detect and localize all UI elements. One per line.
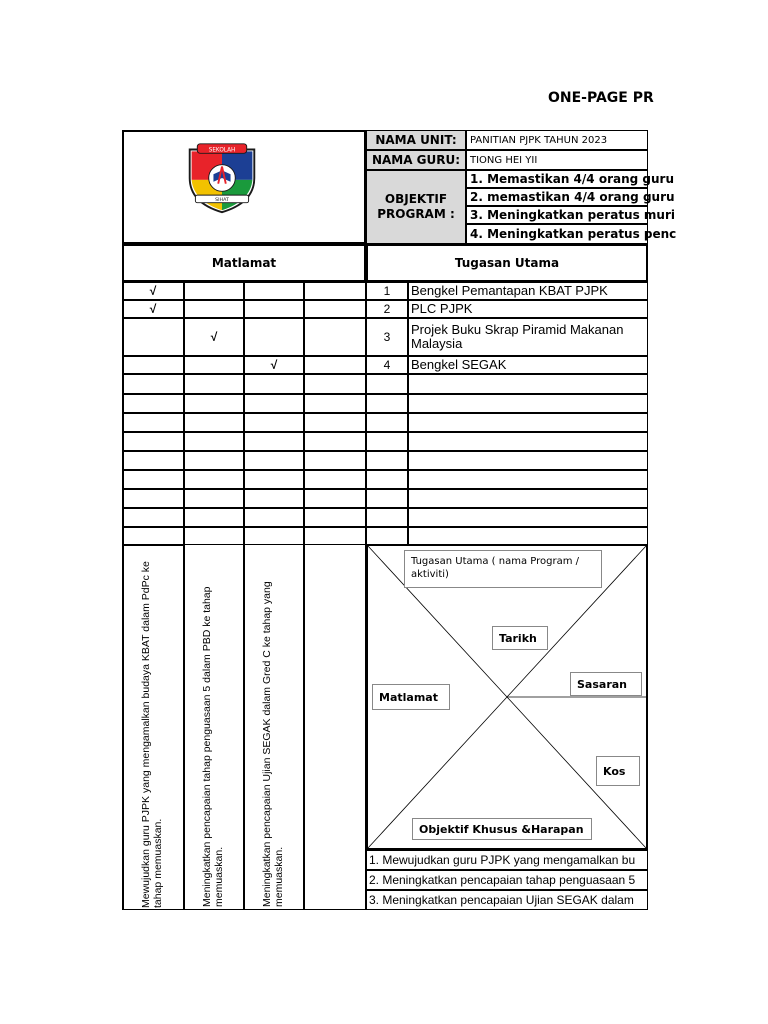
task-name: Bengkel SEGAK	[411, 357, 507, 372]
task-name-cell	[408, 470, 648, 489]
matlamat-cell	[244, 300, 304, 318]
bottom-objective-2: 2. Meningkatkan pencapaian tahap penguasaan 5	[366, 870, 648, 890]
tick-mark: √	[210, 330, 218, 344]
task-name-cell	[408, 508, 648, 527]
task-number-cell	[366, 300, 408, 318]
matlamat-cell	[184, 356, 244, 374]
task-name-cell	[408, 356, 648, 374]
diagram-tugasan-label: Tugasan Utama ( nama Program / aktiviti)	[404, 550, 602, 588]
matlamat-cell	[184, 318, 244, 356]
task-number: 4	[383, 358, 391, 372]
task-name-cell	[408, 527, 648, 545]
matlamat-cell	[304, 527, 366, 545]
matlamat-column-3	[244, 544, 304, 910]
objective-line-3: 3. Meningkatkan peratus muri	[466, 206, 648, 224]
task-number-cell	[366, 527, 408, 545]
objektif-label-line-1: OBJEKTIF	[384, 192, 448, 206]
matlamat-cell	[184, 451, 244, 470]
matlamat-cell	[244, 394, 304, 413]
task-name-cell	[408, 282, 648, 300]
task-name-cell	[408, 451, 648, 470]
matlamat-cell	[304, 413, 366, 432]
task-number-cell	[366, 470, 408, 489]
task-name-cell	[408, 318, 648, 356]
tick-mark: √	[149, 284, 157, 298]
task-name-cell	[408, 394, 648, 413]
program-diagram	[366, 544, 648, 850]
matlamat-column-2	[184, 544, 244, 910]
diagram-matlamat-label: Matlamat	[372, 684, 450, 710]
matlamat-cell	[244, 356, 304, 374]
matlamat-cell	[304, 489, 366, 508]
matlamat-cell	[184, 413, 244, 432]
task-name-cell	[408, 432, 648, 451]
matlamat-cell	[244, 374, 304, 394]
guru-label: NAMA GURU:	[366, 150, 466, 170]
task-number-cell	[366, 318, 408, 356]
tick-mark: √	[149, 302, 157, 316]
matlamat-cell	[122, 413, 184, 432]
task-number: 2	[383, 302, 391, 316]
logo-box	[122, 130, 366, 244]
matlamat-cell	[304, 374, 366, 394]
tugasan-heading: Tugasan Utama	[366, 244, 648, 282]
task-number-cell	[366, 356, 408, 374]
school-logo-icon	[184, 140, 260, 216]
matlamat-cell	[244, 508, 304, 527]
matlamat-cell	[184, 374, 244, 394]
matlamat-cell	[304, 394, 366, 413]
task-number-cell	[366, 432, 408, 451]
matlamat-column-text: Mewujudkan guru PJPK yang mengamalkan budaya KBAT dalam PdPc ke tahap memuaskan.	[140, 561, 164, 908]
task-name-cell	[408, 489, 648, 508]
matlamat-cell	[304, 451, 366, 470]
matlamat-cell	[122, 356, 184, 374]
task-number-cell	[366, 451, 408, 470]
objektif-label-line-2: PROGRAM :	[377, 207, 455, 221]
unit-value: PANITIAN PJPK TAHUN 2023	[466, 130, 648, 150]
task-name-cell	[408, 300, 648, 318]
matlamat-cell	[122, 432, 184, 451]
diagram-sasaran-label: Sasaran	[570, 672, 642, 696]
task-number: 1	[383, 284, 391, 298]
page-title: ONE-PAGE PR	[548, 90, 654, 106]
matlamat-cell	[304, 508, 366, 527]
matlamat-cell	[122, 394, 184, 413]
matlamat-cell	[304, 356, 366, 374]
matlamat-cell	[184, 300, 244, 318]
matlamat-cell	[304, 300, 366, 318]
matlamat-cell	[122, 489, 184, 508]
matlamat-cell	[244, 470, 304, 489]
matlamat-heading: Matlamat	[122, 244, 366, 282]
matlamat-cell	[122, 300, 184, 318]
task-number-cell	[366, 394, 408, 413]
matlamat-column-1	[122, 544, 184, 910]
matlamat-cell	[122, 527, 184, 545]
logo-band-text: SIHAT	[215, 197, 229, 203]
matlamat-cell	[122, 374, 184, 394]
matlamat-cell	[244, 282, 304, 300]
task-name-cell	[408, 374, 648, 394]
matlamat-cell	[184, 282, 244, 300]
matlamat-column-text: Meningkatkan pencapaian tahap penguasaan 5 dalam PBD ke tahap memuaskan.	[201, 586, 225, 907]
matlamat-cell	[304, 432, 366, 451]
unit-label: NAMA UNIT:	[366, 130, 466, 150]
diagram-objektif-label: Objektif Khusus &Harapan	[412, 818, 592, 840]
diagram-kos-label: Kos	[596, 756, 640, 786]
tick-mark: √	[270, 358, 278, 372]
matlamat-cell	[184, 508, 244, 527]
matlamat-cell	[122, 508, 184, 527]
matlamat-cell	[122, 318, 184, 356]
matlamat-cell	[122, 451, 184, 470]
task-name: Projek Buku Skrap Piramid Makanan Malaysia	[411, 322, 624, 351]
task-number-cell	[366, 374, 408, 394]
task-number-cell	[366, 489, 408, 508]
matlamat-cell	[184, 432, 244, 451]
matlamat-column-text: Meningkatkan pencapaian Ujian SEGAK dalam Gred C ke tahap yang memuaskan.	[261, 581, 285, 907]
bottom-objective-3: 3. Meningkatkan pencapaian Ujian SEGAK dalam	[366, 890, 648, 910]
guru-value: TIONG HEI YII	[466, 150, 648, 170]
objective-line-2: 2. memastikan 4/4 orang guru	[466, 188, 648, 206]
one-page-report-frame	[122, 130, 677, 910]
task-name-cell	[408, 413, 648, 432]
logo-top-text: SEKOLAH	[208, 147, 236, 154]
matlamat-cell	[122, 282, 184, 300]
matlamat-cell	[244, 527, 304, 545]
matlamat-cell	[184, 394, 244, 413]
matlamat-cell	[122, 470, 184, 489]
matlamat-cell	[304, 318, 366, 356]
matlamat-cell	[184, 470, 244, 489]
matlamat-cell	[184, 489, 244, 508]
matlamat-cell	[304, 282, 366, 300]
task-number-cell	[366, 413, 408, 432]
objective-line-1: 1. Memastikan 4/4 orang guru	[466, 170, 648, 188]
matlamat-cell	[244, 318, 304, 356]
task-number-cell	[366, 508, 408, 527]
matlamat-cell	[304, 470, 366, 489]
grid-left-border	[122, 282, 124, 544]
diagram-tarikh-label: Tarikh	[492, 626, 548, 650]
task-name: PLC PJPK	[411, 301, 473, 316]
task-number-cell	[366, 282, 408, 300]
matlamat-cell	[244, 451, 304, 470]
matlamat-cell	[244, 413, 304, 432]
task-name: Bengkel Pemantapan KBAT PJPK	[411, 283, 608, 298]
matlamat-cell	[244, 432, 304, 451]
matlamat-cell	[244, 489, 304, 508]
matlamat-column-4	[304, 544, 366, 910]
objective-line-4: 4. Meningkatkan peratus penc	[466, 224, 648, 244]
bottom-objective-1: 1. Mewujudkan guru PJPK yang mengamalkan bu	[366, 850, 648, 870]
objektif-label	[366, 170, 466, 244]
task-number: 3	[383, 330, 391, 344]
matlamat-cell	[184, 527, 244, 545]
